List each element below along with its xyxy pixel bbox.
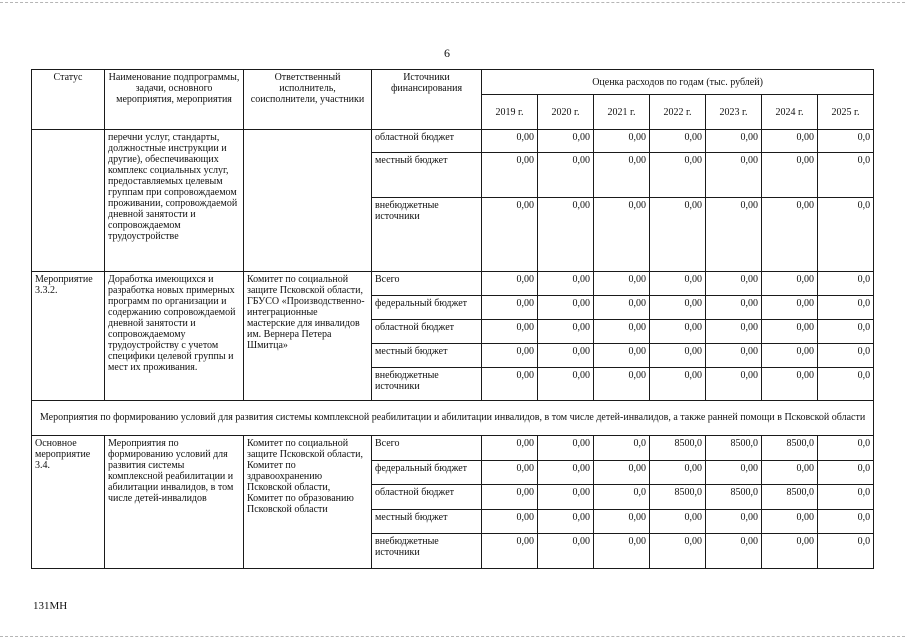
cell-value: 0,00 — [762, 461, 818, 485]
cell-value: 0,0 — [818, 461, 874, 485]
cell-value: 0,00 — [538, 368, 594, 401]
cell-value: 0,0 — [818, 198, 874, 272]
cell-value: 0,00 — [482, 198, 538, 272]
cell-value: 0,00 — [594, 272, 650, 296]
cell-value: 0,00 — [706, 461, 762, 485]
cell-value: 0,00 — [482, 130, 538, 153]
cell-value: 0,00 — [538, 344, 594, 368]
executor-line: Комитет по социальной защите Псковской области, — [247, 438, 363, 460]
header-year: 2021 г. — [594, 95, 650, 130]
header-year: 2022 г. — [650, 95, 706, 130]
cell-value: 8500,0 — [706, 485, 762, 510]
cell-value: 0,00 — [538, 153, 594, 198]
header-sources: Источники финансирования — [372, 70, 482, 130]
cell-value: 0,00 — [706, 534, 762, 569]
cell-status: Основное мероприятие 3.4. — [32, 436, 105, 569]
cell-value: 0,00 — [482, 436, 538, 461]
page-number: 6 — [444, 46, 450, 60]
cell-value: 0,00 — [706, 130, 762, 153]
cell-source: местный бюджет — [372, 153, 482, 198]
header-name: Наименование подпрограммы, задачи, основного мероприятия, мероприятия — [105, 70, 244, 130]
cell-value: 0,00 — [650, 320, 706, 344]
cell-value: 0,0 — [818, 485, 874, 510]
cell-value: 0,00 — [706, 272, 762, 296]
cell-value: 0,00 — [706, 368, 762, 401]
table-row — [32, 436, 874, 461]
executor-line: Комитет по здравоохранению Псковской области, — [247, 460, 331, 493]
cell-value: 8500,0 — [650, 436, 706, 461]
cell-value: 0,00 — [762, 320, 818, 344]
cell-value: 0,0 — [818, 130, 874, 153]
cell-value: 0,00 — [762, 296, 818, 320]
cell-source: областной бюджет — [372, 130, 482, 153]
cell-value: 0,00 — [594, 368, 650, 401]
cell-executor — [244, 130, 372, 272]
cell-value: 0,00 — [650, 510, 706, 534]
cell-value: 0,00 — [482, 485, 538, 510]
document-code: 131МН — [33, 600, 68, 612]
section-title: Мероприятия по формированию условий для развития системы комплексной реабилитации и абилитации инвалидов, в том числе детей-инвалидов, а также ранней помощи в Псковской области — [32, 401, 874, 436]
cell-value: 0,00 — [594, 153, 650, 198]
cell-source: внебюджетные источники — [372, 534, 482, 569]
cell-value: 0,00 — [538, 461, 594, 485]
cell-value: 0,00 — [594, 510, 650, 534]
cell-executor — [244, 436, 372, 569]
table-row — [32, 130, 874, 153]
cell-value: 0,00 — [482, 368, 538, 401]
cell-value: 8500,0 — [650, 485, 706, 510]
header-year: 2023 г. — [706, 95, 762, 130]
section-row — [32, 401, 874, 436]
cell-name: Мероприятия по формированию условий для развития системы комплексной реабилитации и абилитации инвалидов, в том числе детей-инвалидов — [105, 436, 244, 569]
cell-value: 0,00 — [594, 344, 650, 368]
cell-value: 0,00 — [650, 461, 706, 485]
cell-value: 0,00 — [594, 320, 650, 344]
cell-value: 0,00 — [482, 320, 538, 344]
executor-line: Комитет по образованию Псковской области — [247, 493, 354, 515]
cell-value: 0,00 — [706, 344, 762, 368]
cell-value: 0,00 — [762, 130, 818, 153]
cell-source: местный бюджет — [372, 510, 482, 534]
cell-value: 0,00 — [482, 534, 538, 569]
cell-value: 0,00 — [594, 296, 650, 320]
cell-value: 0,00 — [762, 510, 818, 534]
cell-value: 8500,0 — [706, 436, 762, 461]
cell-value: 0,00 — [538, 320, 594, 344]
budget-table — [31, 69, 874, 569]
header-estimate: Оценка расходов по годам (тыс. рублей) — [482, 70, 874, 95]
cell-value: 0,00 — [650, 534, 706, 569]
cell-value: 0,00 — [650, 344, 706, 368]
cell-value: 0,00 — [650, 296, 706, 320]
cell-value: 0,00 — [538, 296, 594, 320]
cell-value: 0,00 — [762, 198, 818, 272]
cell-value: 0,00 — [482, 510, 538, 534]
cell-value: 0,0 — [594, 485, 650, 510]
cell-value: 0,00 — [538, 198, 594, 272]
header-executor: Ответственный исполнитель, соисполнители, участники — [244, 70, 372, 130]
cell-source: областной бюджет — [372, 485, 482, 510]
cell-value: 0,0 — [818, 534, 874, 569]
cell-source: федеральный бюджет — [372, 296, 482, 320]
cell-value: 0,00 — [594, 198, 650, 272]
cell-value: 0,00 — [706, 320, 762, 344]
cell-value: 0,0 — [818, 436, 874, 461]
header-year: 2020 г. — [538, 95, 594, 130]
cell-status — [32, 130, 105, 272]
cell-value: 0,0 — [818, 344, 874, 368]
cell-name: перечни услуг, стандарты, должностные инструкции и другие), обеспечивающих комплекс социальных услуг, предоставляемых целевым группам при сопровождаемом проживании, сопровождаемой дневной занятости и сопровождаемом трудоустройстве — [105, 130, 244, 272]
cell-value: 0,00 — [594, 130, 650, 153]
cell-value: 0,00 — [594, 534, 650, 569]
cell-value: 0,00 — [538, 485, 594, 510]
cell-value: 0,00 — [650, 272, 706, 296]
scan-top-edge — [0, 2, 905, 3]
cell-value: 0,00 — [650, 368, 706, 401]
cell-value: 0,0 — [818, 510, 874, 534]
cell-source: областной бюджет — [372, 320, 482, 344]
cell-executor: Комитет по социальной защите Псковской области, ГБУСО «Производственно-интеграционные мастерские для инвалидов им. Вернера Петера Шмитца» — [244, 272, 372, 401]
cell-value: 0,00 — [482, 272, 538, 296]
cell-value: 0,00 — [538, 272, 594, 296]
cell-value: 0,00 — [762, 153, 818, 198]
cell-value: 0,0 — [818, 272, 874, 296]
cell-value: 8500,0 — [762, 485, 818, 510]
header-year: 2024 г. — [762, 95, 818, 130]
cell-value: 0,00 — [762, 534, 818, 569]
cell-source: федеральный бюджет — [372, 461, 482, 485]
cell-source: местный бюджет — [372, 344, 482, 368]
cell-status: Мероприятие 3.3.2. — [32, 272, 105, 401]
cell-value: 0,00 — [538, 510, 594, 534]
cell-value: 0,00 — [762, 368, 818, 401]
cell-value: 0,0 — [818, 296, 874, 320]
cell-value: 0,00 — [594, 461, 650, 485]
cell-value: 0,0 — [818, 368, 874, 401]
cell-value: 0,00 — [762, 344, 818, 368]
cell-value: 0,00 — [650, 130, 706, 153]
cell-value: 0,00 — [482, 461, 538, 485]
cell-value: 0,00 — [538, 534, 594, 569]
cell-source: внебюджетные источники — [372, 368, 482, 401]
cell-value: 0,00 — [706, 153, 762, 198]
cell-value: 0,00 — [482, 344, 538, 368]
cell-value: 0,00 — [650, 198, 706, 272]
cell-value: 0,0 — [594, 436, 650, 461]
cell-value: 0,00 — [538, 130, 594, 153]
cell-value: 0,00 — [482, 296, 538, 320]
cell-value: 0,00 — [538, 436, 594, 461]
cell-value: 0,00 — [650, 153, 706, 198]
cell-value: 0,0 — [818, 320, 874, 344]
cell-value: 0,00 — [482, 153, 538, 198]
scan-bottom-edge — [0, 636, 905, 637]
cell-source: Всего — [372, 272, 482, 296]
cell-value: 0,0 — [818, 153, 874, 198]
cell-value: 0,00 — [706, 510, 762, 534]
cell-source: внебюджетные источники — [372, 198, 482, 272]
header-status: Статус — [32, 70, 105, 130]
header-year: 2025 г. — [818, 95, 874, 130]
table-row — [32, 272, 874, 296]
cell-name: Доработка имеющихся и разработка новых примерных программ по организации и содержанию сопровождаемой дневной занятости и сопровождаемому трудоустройству с учетом специфики целевой группы и мест их проживания. — [105, 272, 244, 401]
cell-value: 8500,0 — [762, 436, 818, 461]
cell-value: 0,00 — [706, 296, 762, 320]
cell-value: 0,00 — [762, 272, 818, 296]
cell-value: 0,00 — [706, 198, 762, 272]
cell-source: Всего — [372, 436, 482, 461]
header-year: 2019 г. — [482, 95, 538, 130]
